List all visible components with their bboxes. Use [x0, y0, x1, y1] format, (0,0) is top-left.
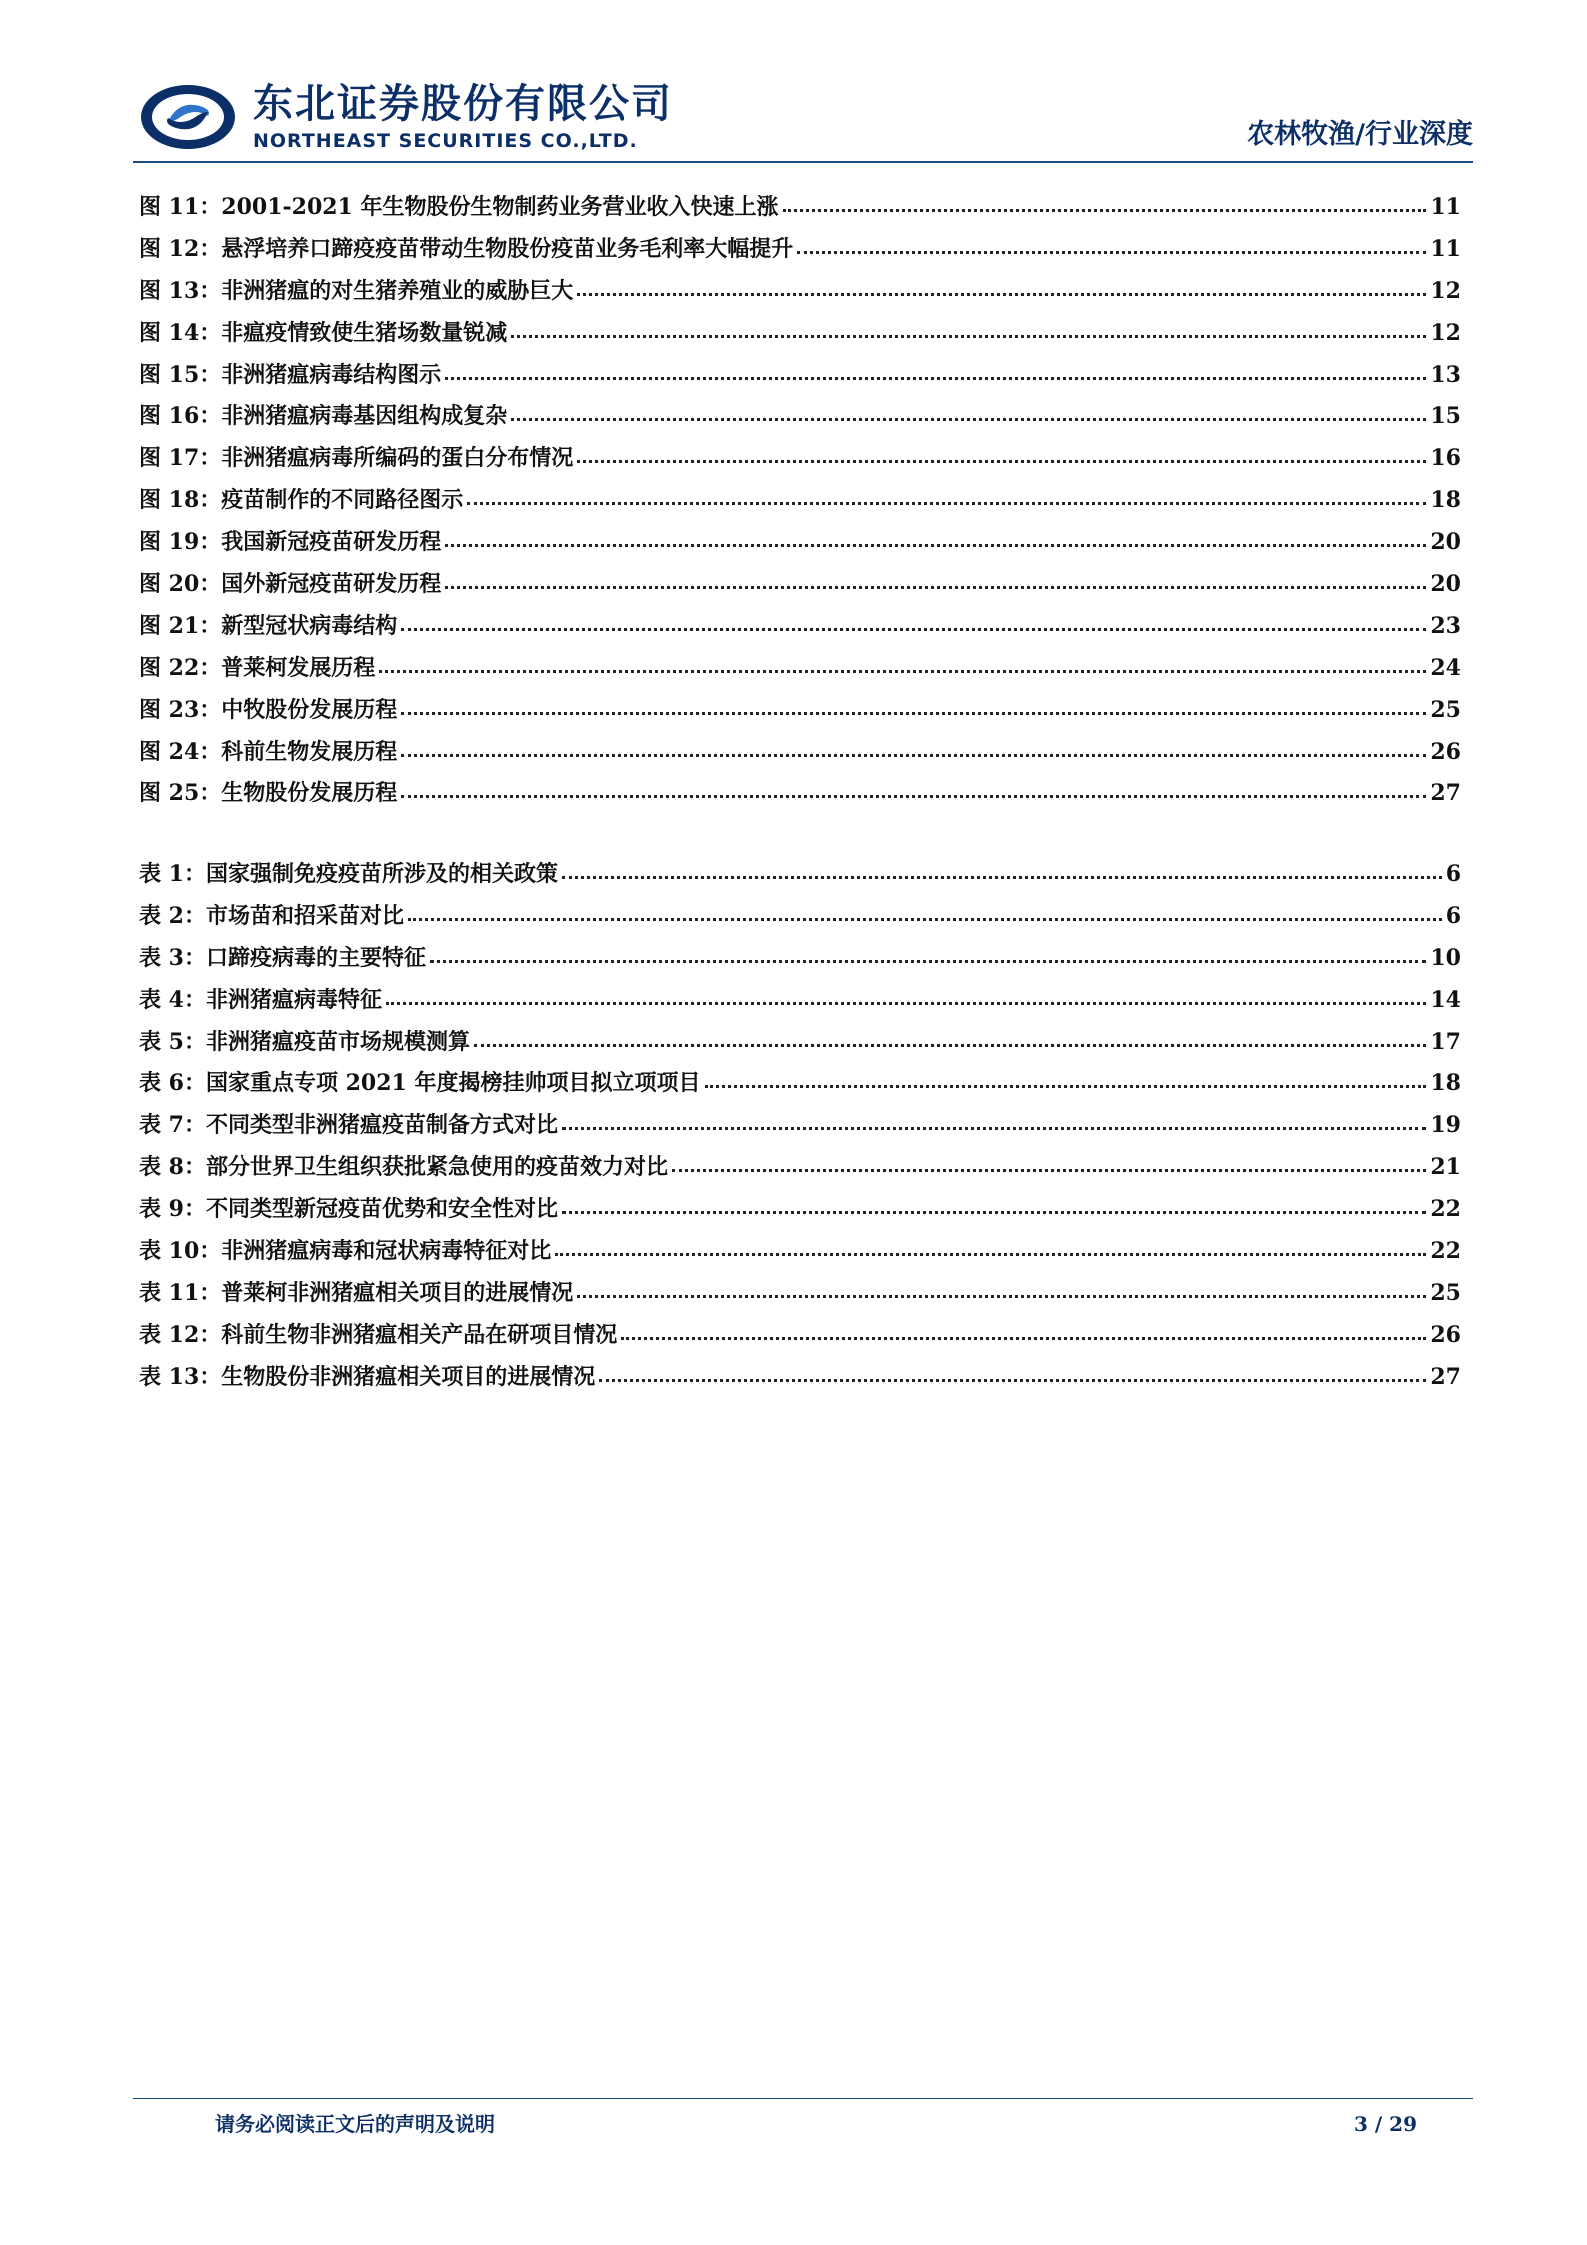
table-toc-entry-page: 6 — [1445, 861, 1461, 887]
company-logo-icon — [138, 82, 238, 152]
figure-toc-entry[interactable] — [139, 568, 1461, 610]
disclaimer-note: 请务必阅读正文后的声明及说明 — [215, 2112, 495, 2136]
dot-leader — [621, 1333, 1426, 1340]
table-toc-entry-page: 17 — [1430, 1028, 1461, 1055]
footer-divider — [133, 2098, 1473, 2099]
figure-toc-entry[interactable] — [139, 777, 1461, 819]
figure-toc-entry-label: 图 19：我国新冠疫苗研发历程 — [139, 529, 442, 556]
figure-toc-entry-page: 12 — [1430, 319, 1461, 346]
company-name-en: NORTHEAST SECURITIES CO.,LTD. — [253, 130, 638, 152]
dot-leader — [386, 998, 1426, 1005]
figure-toc-entry-label: 图 14：非瘟疫情致使生猪场数量锐减 — [139, 319, 508, 346]
header-divider — [133, 161, 1473, 163]
table-toc-entry-label: 表 7：不同类型非洲猪瘟疫苗制备方式对比 — [139, 1112, 558, 1139]
dot-leader — [474, 1040, 1426, 1047]
table-toc-entry[interactable] — [139, 1361, 1461, 1403]
table-toc-entry-page: 22 — [1430, 1196, 1461, 1223]
figure-list — [139, 191, 1461, 819]
dot-leader — [562, 1123, 1426, 1130]
figure-toc-entry[interactable] — [139, 317, 1461, 359]
table-toc-entry[interactable] — [139, 858, 1461, 900]
figure-toc-entry-page: 25 — [1430, 696, 1461, 723]
dot-leader — [430, 956, 1426, 963]
dot-leader — [401, 708, 1426, 715]
table-toc-entry-label: 表 10：非洲猪瘟病毒和冠状病毒特征对比 — [139, 1238, 552, 1265]
dot-leader — [555, 1249, 1426, 1256]
figure-toc-entry[interactable] — [139, 233, 1461, 275]
table-toc-entry-page: 10 — [1430, 944, 1461, 971]
table-toc-entry-page: 6 — [1445, 902, 1461, 929]
figure-toc-entry-label: 图 22：普莱柯发展历程 — [139, 654, 376, 681]
table-toc-entry-label: 表 6：国家重点专项 2021 年度揭榜挂帅项目拟立项项目 — [139, 1070, 701, 1097]
figure-toc-entry-label: 图 12：悬浮培养口蹄疫疫苗带动生物股份疫苗业务毛利率大幅提升 — [139, 235, 794, 262]
dot-leader — [401, 791, 1426, 798]
figure-toc-entry[interactable] — [139, 610, 1461, 652]
table-toc-entry-page: 25 — [1430, 1279, 1461, 1306]
figure-toc-entry-label: 图 17：非洲猪瘟病毒所编码的蛋白分布情况 — [139, 445, 574, 472]
dot-leader — [577, 456, 1426, 463]
table-toc-entry[interactable] — [139, 1235, 1461, 1277]
figure-toc-entry-label: 图 25：生物股份发展历程 — [139, 780, 398, 807]
table-toc-entry-page: 26 — [1430, 1321, 1461, 1348]
table-toc-entry[interactable] — [139, 1026, 1461, 1068]
dot-leader — [511, 414, 1426, 421]
figure-toc-entry-page: 18 — [1430, 487, 1461, 514]
table-toc-entry-label: 表 5：非洲猪瘟疫苗市场规模测算 — [139, 1028, 470, 1055]
report-category: 农林牧渔/行业深度 — [1247, 119, 1473, 150]
dot-leader — [511, 331, 1426, 338]
figure-toc-entry-page: 15 — [1430, 403, 1461, 430]
table-toc-entry[interactable] — [139, 1151, 1461, 1193]
dot-leader — [577, 1291, 1426, 1298]
figure-toc-entry-label: 图 24：科前生物发展历程 — [139, 738, 398, 765]
dot-leader — [408, 914, 1442, 921]
table-toc-entry[interactable] — [139, 984, 1461, 1026]
table-list — [139, 858, 1461, 1403]
figure-toc-entry-label: 图 21：新型冠状病毒结构 — [139, 612, 398, 639]
table-toc-entry[interactable] — [139, 942, 1461, 984]
figure-toc-entry-page: 20 — [1430, 571, 1461, 598]
dot-leader — [467, 498, 1426, 505]
table-toc-entry[interactable] — [139, 1067, 1461, 1109]
company-name-cn: 东北证券股份有限公司 — [253, 81, 673, 127]
dot-leader — [562, 1207, 1426, 1214]
figure-toc-entry-page: 26 — [1430, 738, 1461, 765]
figure-toc-entry-page: 23 — [1430, 612, 1461, 639]
figure-toc-entry[interactable] — [139, 652, 1461, 694]
dot-leader — [599, 1375, 1426, 1382]
table-toc-entry-page: 14 — [1430, 986, 1461, 1013]
figure-toc-entry[interactable] — [139, 694, 1461, 736]
table-toc-entry[interactable] — [139, 1193, 1461, 1235]
table-toc-entry-page: 19 — [1430, 1112, 1461, 1139]
figure-toc-entry[interactable] — [139, 359, 1461, 401]
dot-leader — [445, 373, 1426, 380]
figure-toc-entry-page: 20 — [1430, 529, 1461, 556]
page-number: 3 / 29 — [1354, 2112, 1417, 2136]
table-toc-entry-page: 22 — [1430, 1238, 1461, 1265]
figure-toc-entry-label: 图 23：中牧股份发展历程 — [139, 696, 398, 723]
dot-leader — [577, 289, 1426, 296]
dot-leader — [672, 1165, 1426, 1172]
figure-toc-entry-page: 11 — [1430, 235, 1461, 262]
figure-toc-entry[interactable] — [139, 526, 1461, 568]
table-toc-entry-page: 18 — [1430, 1070, 1461, 1097]
table-toc-entry[interactable] — [139, 900, 1461, 942]
table-toc-entry-label: 表 8：部分世界卫生组织获批紧急使用的疫苗效力对比 — [139, 1154, 668, 1181]
table-toc-entry-label: 表 4：非洲猪瘟病毒特征 — [139, 986, 382, 1013]
table-toc-entry-label: 表 13：生物股份非洲猪瘟相关项目的进展情况 — [139, 1363, 596, 1390]
dot-leader — [705, 1081, 1427, 1088]
dot-leader — [401, 750, 1426, 757]
figure-toc-entry[interactable] — [139, 484, 1461, 526]
table-toc-entry[interactable] — [139, 1277, 1461, 1319]
table-toc-entry-label: 表 1：国家强制免疫疫苗所涉及的相关政策 — [139, 861, 558, 887]
page-header — [133, 72, 1473, 162]
table-toc-entry-label: 表 11：普莱柯非洲猪瘟相关项目的进展情况 — [139, 1279, 574, 1306]
figure-toc-entry-label: 图 13：非洲猪瘟的对生猪养殖业的威胁巨大 — [139, 277, 574, 304]
table-toc-entry-label: 表 12：科前生物非洲猪瘟相关产品在研项目情况 — [139, 1321, 618, 1348]
figure-toc-entry-label: 图 18：疫苗制作的不同路径图示 — [139, 487, 464, 514]
table-toc-entry-label: 表 3：口蹄疫病毒的主要特征 — [139, 944, 426, 971]
table-toc-entry[interactable] — [139, 1319, 1461, 1361]
figure-toc-entry-page: 12 — [1430, 277, 1461, 304]
figure-toc-entry[interactable] — [139, 275, 1461, 317]
dot-leader — [562, 872, 1442, 879]
figure-toc-entry-page: 13 — [1430, 361, 1461, 388]
table-toc-entry-page: 27 — [1430, 1363, 1461, 1390]
dot-leader — [445, 540, 1426, 547]
figure-toc-entry[interactable] — [139, 442, 1461, 484]
figure-toc-entry-page: 16 — [1430, 445, 1461, 472]
figure-toc-entry-page: 24 — [1430, 654, 1461, 681]
table-toc-entry-label: 表 9：不同类型新冠疫苗优势和安全性对比 — [139, 1196, 558, 1223]
dot-leader — [401, 624, 1426, 631]
figure-toc-entry-page: 27 — [1430, 780, 1461, 807]
dot-leader — [783, 205, 1427, 212]
figure-toc-entry[interactable] — [139, 191, 1461, 233]
dot-leader — [797, 247, 1426, 254]
figure-toc-entry[interactable] — [139, 400, 1461, 442]
figure-toc-entry-label: 图 11：2001-2021 年生物股份生物制药业务营业收入快速上涨 — [139, 194, 779, 220]
dot-leader — [445, 582, 1426, 589]
dot-leader — [379, 666, 1426, 673]
figure-toc-entry-label: 图 16：非洲猪瘟病毒基因组构成复杂 — [139, 403, 508, 430]
table-toc-entry-label: 表 2：市场苗和招采苗对比 — [139, 902, 404, 929]
figure-toc-entry-page: 11 — [1430, 194, 1461, 220]
figure-toc-entry-label: 图 15：非洲猪瘟病毒结构图示 — [139, 361, 442, 388]
table-toc-entry[interactable] — [139, 1109, 1461, 1151]
table-toc-entry-page: 21 — [1430, 1154, 1461, 1181]
figure-toc-entry-label: 图 20：国外新冠疫苗研发历程 — [139, 571, 442, 598]
figure-toc-entry[interactable] — [139, 736, 1461, 778]
